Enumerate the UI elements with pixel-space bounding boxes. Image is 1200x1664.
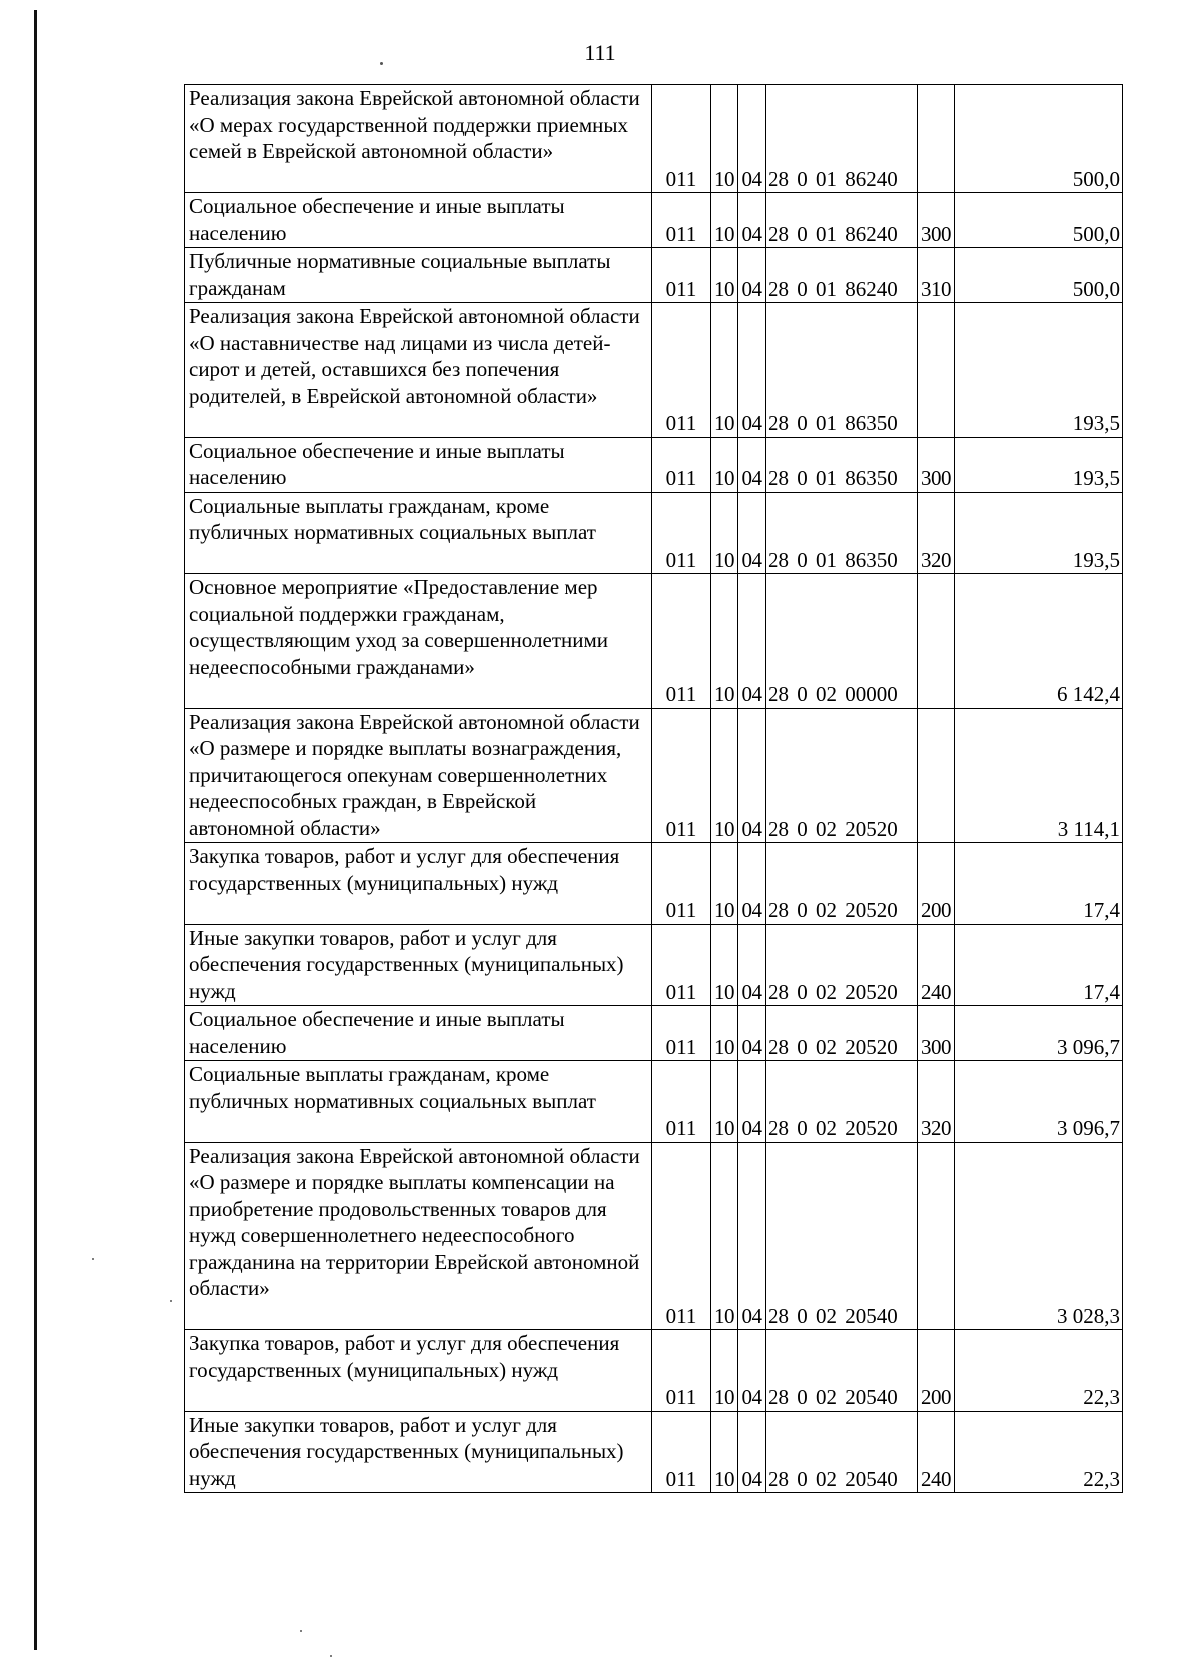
expense-type-code: 240 — [918, 1411, 955, 1493]
table-row — [185, 193, 1123, 248]
expense-type-code: 320 — [918, 1061, 955, 1143]
ved-code: 011 — [652, 248, 711, 303]
row-name: Социальное обеспечение и иные выплаты населению — [185, 437, 652, 492]
table-row — [185, 843, 1123, 925]
target-article-code: 28 0 01 86240 — [766, 85, 918, 193]
section-code: 10 — [711, 248, 738, 303]
target-article-code: 28 0 01 86240 — [766, 193, 918, 248]
table-row — [185, 1006, 1123, 1061]
subsection-code: 04 — [738, 1330, 766, 1412]
row-name: Социальное обеспечение и иные выплаты населению — [185, 193, 652, 248]
amount: 3 096,7 — [955, 1061, 1123, 1143]
amount: 500,0 — [955, 248, 1123, 303]
subsection-code: 04 — [738, 193, 766, 248]
expense-type-code: 300 — [918, 437, 955, 492]
target-article-code: 28 0 02 20540 — [766, 1330, 918, 1412]
target-article-code: 28 0 02 20520 — [766, 924, 918, 1006]
row-name: Закупка товаров, работ и услуг для обеспечения государственных (муниципальных) нужд — [185, 1330, 652, 1412]
binding-line — [34, 10, 37, 1650]
table-row — [185, 492, 1123, 574]
amount: 193,5 — [955, 303, 1123, 438]
scan-speck — [330, 1655, 332, 1657]
ved-code: 011 — [652, 303, 711, 438]
page-number: 111 — [584, 40, 616, 65]
row-name: Реализация закона Еврейской автономной области «О размере и порядке выплаты вознаграждения, причитающегося опекунам совершеннолетних недееспособных граждан, в Еврейской автономной области» — [185, 708, 652, 843]
subsection-code: 04 — [738, 1411, 766, 1493]
expense-type-code: 240 — [918, 924, 955, 1006]
expense-type-code: 300 — [918, 193, 955, 248]
expense-type-code — [918, 303, 955, 438]
section-code: 10 — [711, 1411, 738, 1493]
expense-type-code: 200 — [918, 1330, 955, 1412]
ved-code: 011 — [652, 85, 711, 193]
table-row — [185, 85, 1123, 193]
section-code: 10 — [711, 708, 738, 843]
row-name: Социальные выплаты гражданам, кроме публичных нормативных социальных выплат — [185, 492, 652, 574]
amount: 22,3 — [955, 1330, 1123, 1412]
target-article-code: 28 0 01 86350 — [766, 303, 918, 438]
expense-type-code — [918, 85, 955, 193]
expense-type-code: 200 — [918, 843, 955, 925]
row-name: Закупка товаров, работ и услуг для обеспечения государственных (муниципальных) нужд — [185, 843, 652, 925]
table-row — [185, 437, 1123, 492]
ved-code: 011 — [652, 1411, 711, 1493]
amount: 500,0 — [955, 193, 1123, 248]
subsection-code: 04 — [738, 248, 766, 303]
target-article-code: 28 0 02 20520 — [766, 843, 918, 925]
table-row — [185, 574, 1123, 709]
section-code: 10 — [711, 843, 738, 925]
section-code: 10 — [711, 1006, 738, 1061]
section-code: 10 — [711, 303, 738, 438]
target-article-code: 28 0 01 86350 — [766, 492, 918, 574]
row-name: Социальное обеспечение и иные выплаты населению — [185, 1006, 652, 1061]
amount: 500,0 — [955, 85, 1123, 193]
target-article-code: 28 0 02 20540 — [766, 1411, 918, 1493]
subsection-code: 04 — [738, 1142, 766, 1330]
amount: 6 142,4 — [955, 574, 1123, 709]
amount: 193,5 — [955, 492, 1123, 574]
row-name: Основное мероприятие «Предоставление мер социальной поддержки гражданам, осуществляющим уход за совершеннолетними недееспособными гражданами» — [185, 574, 652, 709]
target-article-code: 28 0 01 86350 — [766, 437, 918, 492]
ved-code: 011 — [652, 924, 711, 1006]
row-name: Публичные нормативные социальные выплаты гражданам — [185, 248, 652, 303]
row-name: Иные закупки товаров, работ и услуг для обеспечения государственных (муниципальных) нужд — [185, 924, 652, 1006]
subsection-code: 04 — [738, 1061, 766, 1143]
scan-speck — [380, 62, 383, 65]
scan-speck — [300, 1630, 302, 1632]
table-row — [185, 1411, 1123, 1493]
expense-type-code — [918, 708, 955, 843]
amount: 22,3 — [955, 1411, 1123, 1493]
expense-type-code: 320 — [918, 492, 955, 574]
table-row — [185, 303, 1123, 438]
amount: 3 096,7 — [955, 1006, 1123, 1061]
amount: 193,5 — [955, 437, 1123, 492]
section-code: 10 — [711, 1061, 738, 1143]
subsection-code: 04 — [738, 843, 766, 925]
subsection-code: 04 — [738, 303, 766, 438]
row-name: Реализация закона Еврейской автономной области «О мерах государственной поддержки приемных семей в Еврейской автономной области» — [185, 85, 652, 193]
row-name: Иные закупки товаров, работ и услуг для обеспечения государственных (муниципальных) нужд — [185, 1411, 652, 1493]
ved-code: 011 — [652, 437, 711, 492]
expense-type-code: 300 — [918, 1006, 955, 1061]
table-row — [185, 708, 1123, 843]
section-code: 10 — [711, 85, 738, 193]
subsection-code: 04 — [738, 1006, 766, 1061]
section-code: 10 — [711, 1142, 738, 1330]
section-code: 10 — [711, 437, 738, 492]
section-code: 10 — [711, 924, 738, 1006]
target-article-code: 28 0 02 20520 — [766, 708, 918, 843]
amount: 3 028,3 — [955, 1142, 1123, 1330]
table-row — [185, 924, 1123, 1006]
section-code: 10 — [711, 193, 738, 248]
budget-table — [184, 84, 1123, 1493]
expense-type-code: 310 — [918, 248, 955, 303]
table-row — [185, 1061, 1123, 1143]
row-name: Реализация закона Еврейской автономной области «О наставничестве над лицами из числа детей-сирот и детей, оставшихся без попечения родителей, в Еврейской автономной области» — [185, 303, 652, 438]
ved-code: 011 — [652, 492, 711, 574]
subsection-code: 04 — [738, 574, 766, 709]
section-code: 10 — [711, 492, 738, 574]
target-article-code: 28 0 01 86240 — [766, 248, 918, 303]
table-row — [185, 1330, 1123, 1412]
ved-code: 011 — [652, 1061, 711, 1143]
ved-code: 011 — [652, 574, 711, 709]
amount: 17,4 — [955, 924, 1123, 1006]
scan-speck — [170, 1300, 172, 1302]
subsection-code: 04 — [738, 708, 766, 843]
expense-type-code — [918, 1142, 955, 1330]
target-article-code: 28 0 02 00000 — [766, 574, 918, 709]
target-article-code: 28 0 02 20540 — [766, 1142, 918, 1330]
ved-code: 011 — [652, 1142, 711, 1330]
expense-type-code — [918, 574, 955, 709]
subsection-code: 04 — [738, 437, 766, 492]
section-code: 10 — [711, 1330, 738, 1412]
section-code: 10 — [711, 574, 738, 709]
target-article-code: 28 0 02 20520 — [766, 1061, 918, 1143]
subsection-code: 04 — [738, 492, 766, 574]
target-article-code: 28 0 02 20520 — [766, 1006, 918, 1061]
ved-code: 011 — [652, 1330, 711, 1412]
subsection-code: 04 — [738, 85, 766, 193]
row-name: Реализация закона Еврейской автономной области «О размере и порядке выплаты компенсации на приобретение продовольственных товаров для нужд совершеннолетнего недееспособного гражданина на территории Еврейской автономной области» — [185, 1142, 652, 1330]
row-name: Социальные выплаты гражданам, кроме публичных нормативных социальных выплат — [185, 1061, 652, 1143]
ved-code: 011 — [652, 193, 711, 248]
ved-code: 011 — [652, 1006, 711, 1061]
table-row — [185, 248, 1123, 303]
subsection-code: 04 — [738, 924, 766, 1006]
amount: 3 114,1 — [955, 708, 1123, 843]
ved-code: 011 — [652, 843, 711, 925]
ved-code: 011 — [652, 708, 711, 843]
amount: 17,4 — [955, 843, 1123, 925]
table-row — [185, 1142, 1123, 1330]
scan-speck — [92, 1258, 94, 1260]
